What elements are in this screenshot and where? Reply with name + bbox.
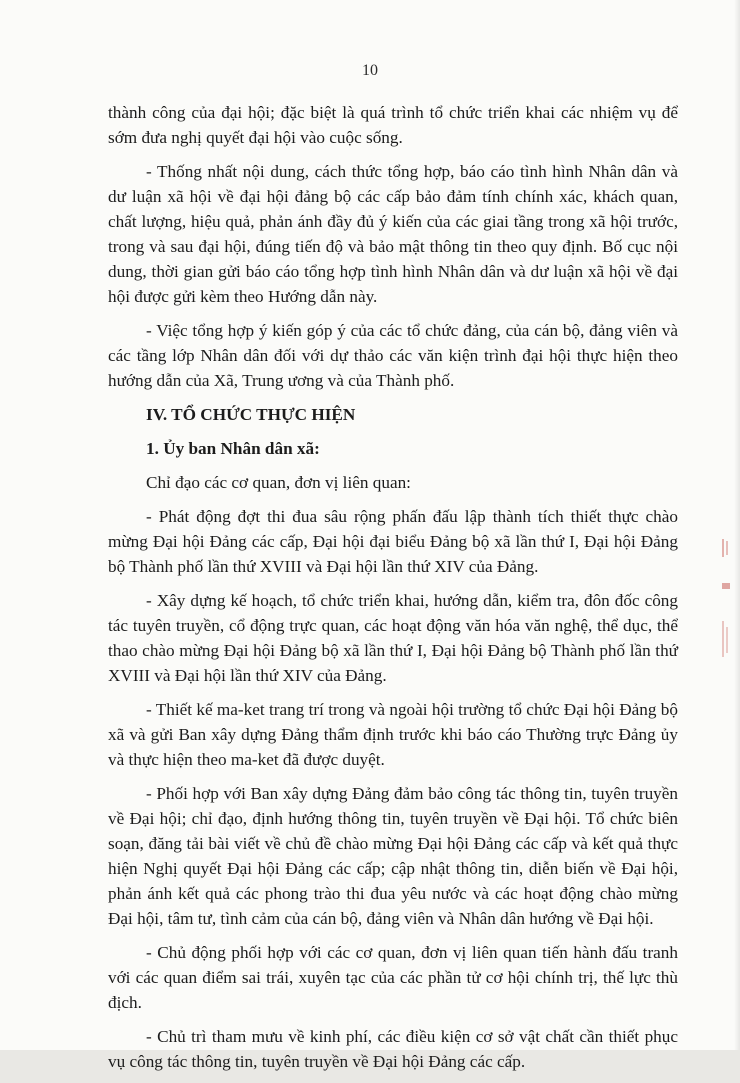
section-heading: IV. TỔ CHỨC THỰC HIỆN <box>146 405 356 424</box>
page-number: 10 <box>362 62 378 79</box>
list-item: - Phát động đợt thi đua sâu rộng phấn đấu lập thành tích thiết thực chào mừng Đại hội Đảng các cấp, Đại hội đại biểu Đảng bộ xã lần thứ I, Đại hội Đảng bộ Thành phố lần thứ XVIII và Đại hội lần thứ XIV của Đảng. <box>108 507 678 576</box>
list-item: - Thiết kế ma-ket trang trí trong và ngoài hội trường tổ chức Đại hội Đảng bộ xã và gửi Ban xây dựng Đảng thẩm định trước khi báo cáo Thường trực Đảng ủy và thực hiện theo ma-ket đã được duyệt. <box>108 700 678 769</box>
paragraph-feedback: - Việc tổng hợp ý kiến góp ý của các tổ chức đảng, của cán bộ, đảng viên và các tầng lớp Nhân dân đối với dự thảo các văn kiện trình đại hội thực hiện theo hướng dẫn của Xã, Trung ương và của Thành phố. <box>108 321 678 390</box>
list-item: - Xây dựng kế hoạch, tổ chức triển khai, hướng dẫn, kiểm tra, đôn đốc công tác tuyên truyền, cổ động trực quan, các hoạt động văn hóa văn nghệ, thể dục, thể thao chào mừng Đại hội Đảng bộ xã lần thứ I, Đại hội Đảng bộ Thành phố lần thứ XVIII và Đại hội lần thứ XIV của Đảng. <box>108 591 678 685</box>
list-item: - Chủ động phối hợp với các cơ quan, đơn vị liên quan tiến hành đấu tranh với các quan điểm sai trái, xuyên tạc của các phần tử cơ hội chính trị, thế lực thù địch. <box>108 943 678 1012</box>
paragraph-continuation: thành công của đại hội; đặc biệt là quá trình tổ chức triển khai các nhiệm vụ để sớm đưa nghị quyết đại hội vào cuộc sống. <box>108 103 678 147</box>
intro-line: Chỉ đạo các cơ quan, đơn vị liên quan: <box>146 473 411 492</box>
page-edge-shadow <box>734 0 740 1050</box>
subsection-heading: 1. Ủy ban Nhân dân xã: <box>146 439 320 458</box>
document-body <box>108 100 678 1083</box>
list-item: - Chủ trì tham mưu về kinh phí, các điều kiện cơ sở vật chất cần thiết phục vụ công tác thông tin, tuyên truyền về Đại hội Đảng các cấp. <box>108 1027 678 1071</box>
list-item: - Phối hợp với Ban xây dựng Đảng đảm bảo công tác thông tin, tuyên truyền về Đại hội; chỉ đạo, định hướng thông tin, tuyên truyền về Đại hội. Tổ chức biên soạn, đăng tải bài viết về chủ đề chào mừng Đại hội Đảng các cấp và kết quả thực hiện Nghị quyết Đại hội Đảng các cấp; cập nhật thông tin, diễn biến về Đại hội, phản ánh kết quả các phong trào thi đua yêu nước và các hoạt động chào mừng Đại hội, tâm tư, tình cảm của cán bộ, đảng viên và Nhân dân hướng về Đại hội. <box>108 784 678 928</box>
paragraph-reporting: - Thống nhất nội dung, cách thức tổng hợp, báo cáo tình hình Nhân dân và dư luận xã hội về đại hội đảng bộ các cấp bảo đảm tính chính xác, khách quan, chất lượng, hiệu quả, phản ánh đầy đủ ý kiến của các giai tầng trong xã hội trước, trong và sau đại hội, đúng tiến độ và bảo mật thông tin theo quy định. Bố cục nội dung, thời gian gửi báo cáo tổng hợp tình hình Nhân dân và dư luận xã hội về đại hội được gửi kèm theo Hướng dẫn này. <box>108 162 678 306</box>
